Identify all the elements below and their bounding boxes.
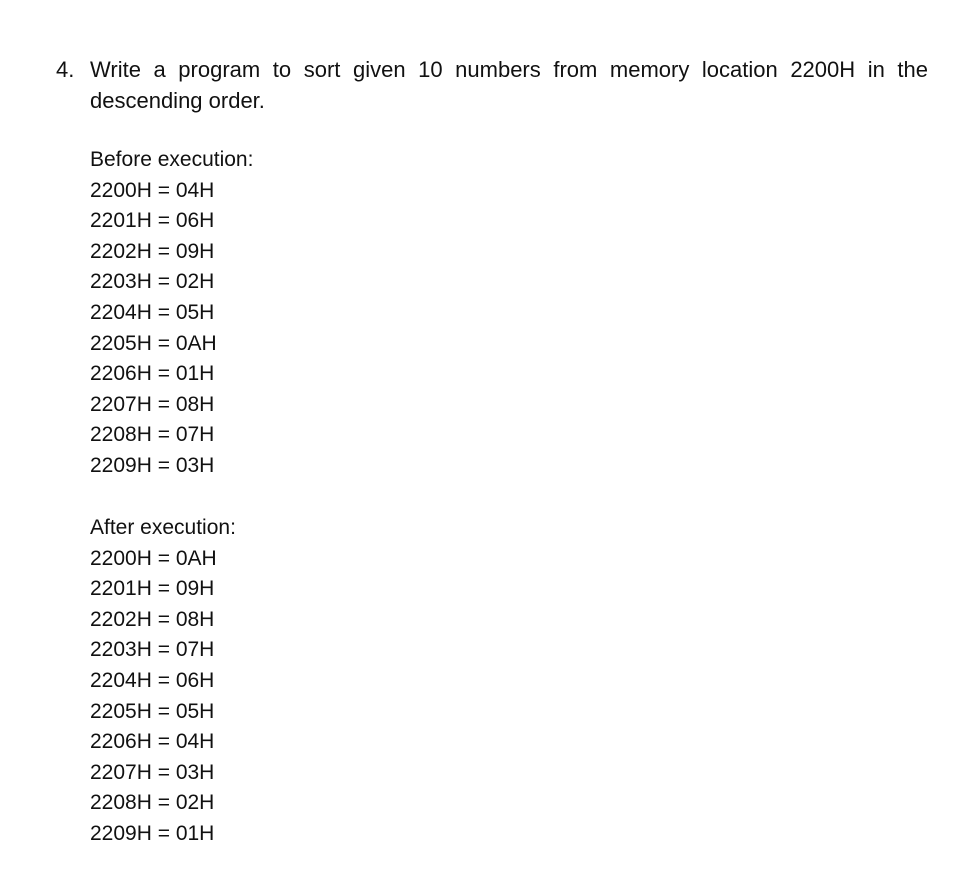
before-execution-block: [90, 145, 253, 482]
after-memory-line: 2202H = 08H: [90, 607, 215, 631]
after-memory-line: 2200H = 0AH: [90, 546, 217, 570]
before-memory-line: 2206H = 01H: [90, 362, 215, 386]
before-execution-title: Before execution:: [90, 148, 254, 171]
after-execution-title: After execution:: [90, 516, 236, 539]
before-memory-line: 2209H = 03H: [90, 453, 215, 477]
before-memory-line: 2204H = 05H: [90, 300, 215, 324]
question-number: 4.: [56, 57, 75, 82]
after-memory-line: 2204H = 06H: [90, 668, 215, 692]
after-memory-line: 2206H = 04H: [90, 730, 215, 754]
before-memory-line: 2205H = 0AH: [90, 331, 217, 355]
after-memory-line: 2208H = 02H: [90, 791, 215, 815]
after-memory-line: 2207H = 03H: [90, 760, 215, 784]
after-memory-line: 2203H = 07H: [90, 638, 215, 662]
after-memory-line: 2209H = 01H: [90, 821, 215, 845]
after-execution-block: [90, 513, 236, 850]
before-memory-line: 2201H = 06H: [90, 209, 215, 233]
before-memory-line: 2207H = 08H: [90, 392, 215, 416]
after-memory-line: 2205H = 05H: [90, 699, 215, 723]
before-memory-line: 2203H = 02H: [90, 270, 215, 294]
before-memory-line: 2200H = 04H: [90, 178, 215, 202]
question-text: Write a program to sort given 10 numbers from memory location 2200H in the descending order.: [90, 57, 928, 113]
after-memory-line: 2201H = 09H: [90, 577, 215, 601]
question: [56, 54, 928, 116]
before-memory-line: 2208H = 07H: [90, 423, 215, 447]
before-memory-line: 2202H = 09H: [90, 239, 215, 263]
